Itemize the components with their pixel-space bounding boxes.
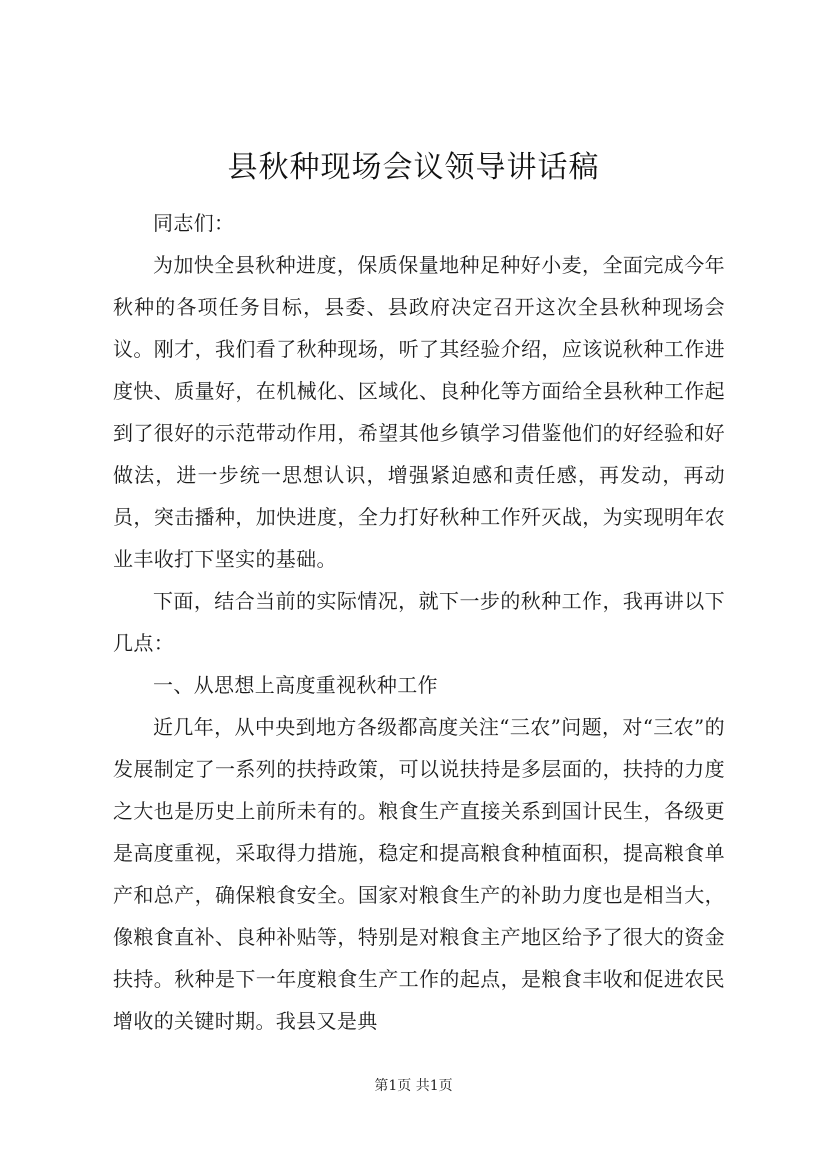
section-1-paragraph: 近几年，从中央到地方各级都高度关注“三农”问题，对“三农”的发展制定了一系列的扶持政策，可以说扶持是多层面的，扶持的力度之大也是历史上前所未有的。粮食生产直接关系到国计民生，各级更是高度重视，采取得力措施，稳定和提高粮食种植面积，提高粮食单产和总产，确保粮食安全。国家对粮食生产的补助力度也是相当大，像粮食直补、良种补贴等，特别是对粮食主产地区给予了很大的资金扶持。秋种是下一年度粮食生产工作的起点，是粮食丰收和促进农民增收的关键时期。我县又是典	[113, 715, 725, 1033]
section-heading-1: 一、从思想上高度重视秋种工作	[153, 673, 438, 697]
intro-paragraph: 为加快全县秋种进度，保质保量地种足种好小麦，全面完成今年秋种的各项任务目标，县委、县政府决定召开这次全县秋种现场会议。刚才，我们看了秋种现场，听了其经验介绍，应该说秋种工作进度快、质量好，在机械化、区域化、良种化等方面给全县秋种工作起到了很好的示范带动作用，希望其他乡镇学习借鉴他们的好经验和好做法，进一步统一思想认识，增强紧迫感和责任感，再发动，再动员，突击播种，加快进度，全力打好秋种工作歼灭战，为实现明年农业丰收打下坚实的基础。	[113, 253, 725, 571]
transition-paragraph: 下面，结合当前的实际情况，就下一步的秋种工作，我再讲以下几点：	[113, 589, 725, 655]
page-number-footer: 第1页 共1页	[374, 1078, 453, 1094]
salutation-paragraph: 同志们：	[153, 211, 235, 235]
document-title: 县秋种现场会议领导讲话稿	[227, 150, 600, 185]
document-body	[113, 202, 725, 1042]
